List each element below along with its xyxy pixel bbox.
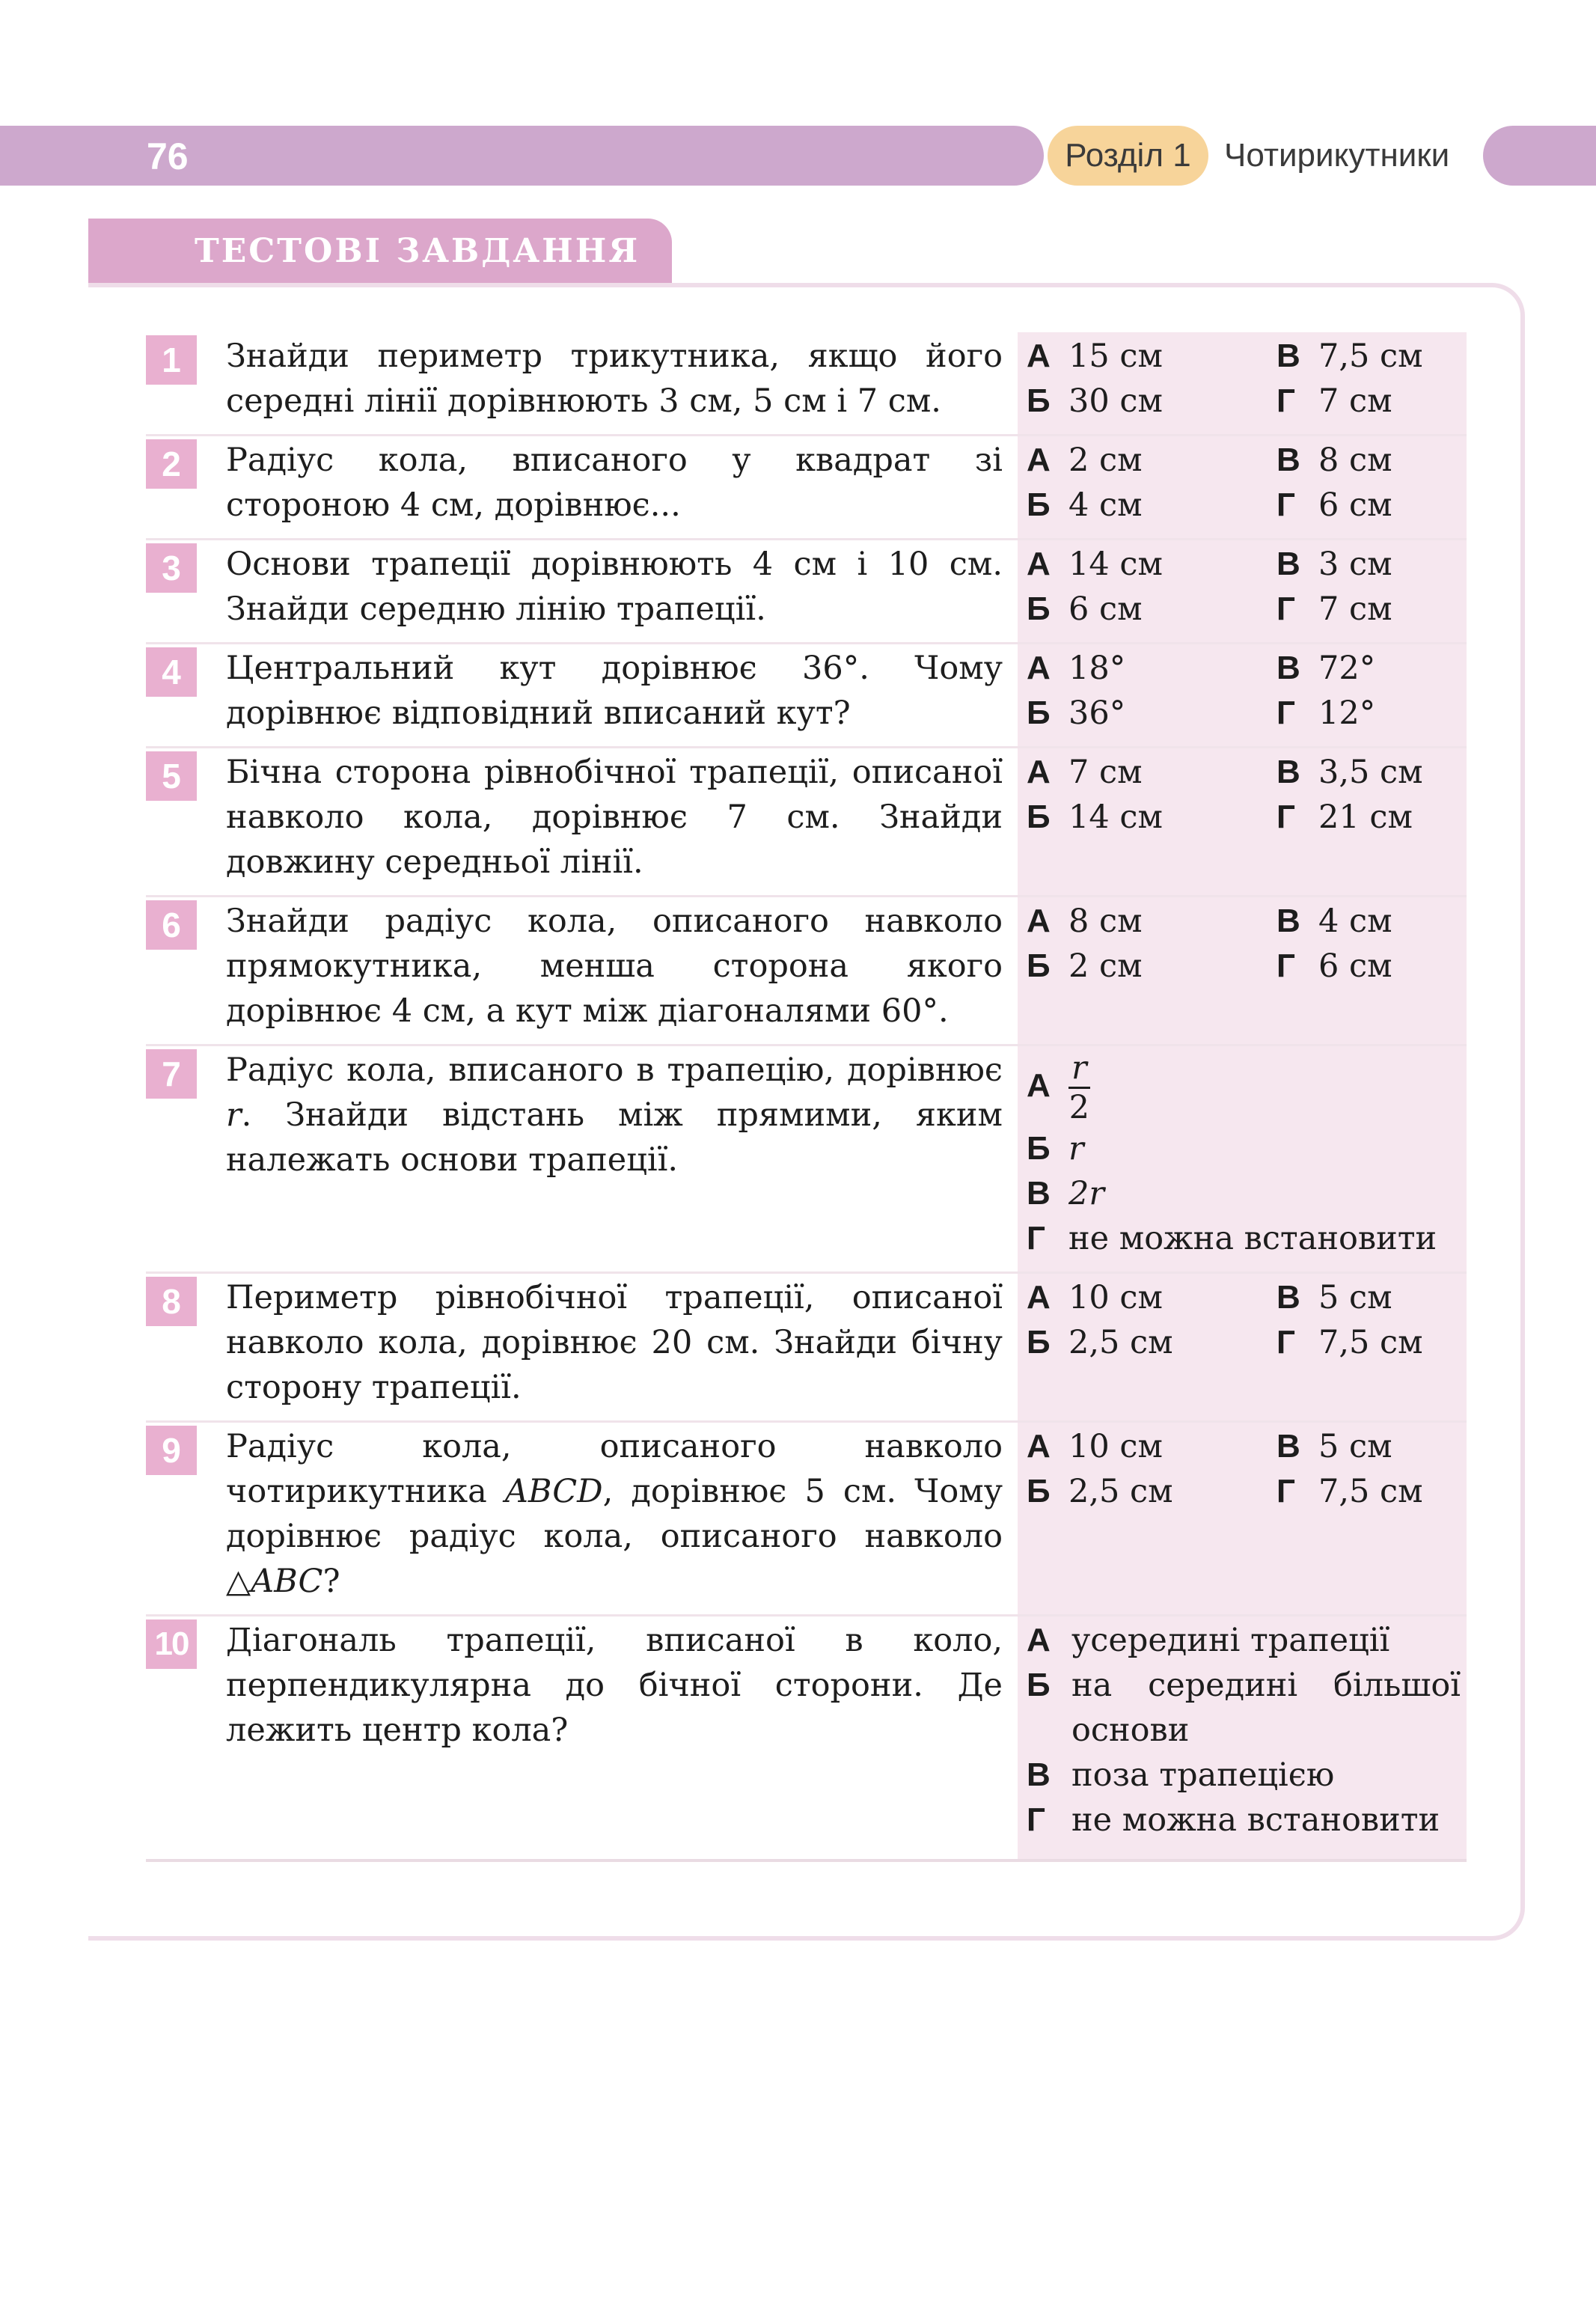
question-cell [146,1423,1018,1614]
quadrilateral-name: ABCD [504,1473,603,1510]
option-letter: Б [1027,1473,1051,1509]
answer-cell [1018,644,1467,746]
option-letter: Б [1027,947,1051,984]
triangle-name: ABC [251,1563,323,1600]
question-part: Радіус кола, вписаного в трапецію, дорівнює [226,1051,1003,1089]
option-b[interactable] [1027,1126,1467,1171]
option-letter: Б [1027,1667,1051,1703]
option-text: r [1068,1130,1084,1167]
option-text: 14 см [1068,799,1163,836]
option-letter: В [1027,1175,1051,1212]
option-a[interactable] [1027,438,1277,483]
question-cell [146,540,1018,642]
option-letter: Б [1027,382,1051,419]
option-text: 7 см [1318,382,1392,420]
task-row-4 [146,644,1467,748]
task-row-2 [146,436,1467,540]
answer-cell [1018,540,1467,642]
option-letter: А [1027,442,1051,478]
option-letter: Б [1027,1130,1051,1167]
option-b[interactable] [1027,483,1277,528]
option-letter: В [1277,546,1300,582]
task-number: 3 [146,543,197,593]
answer-cell [1018,1617,1467,1859]
option-letter: А [1027,754,1051,790]
question-cell [146,436,1018,538]
option-text: не можна встановити [1068,1220,1437,1257]
question-part: . Знайди відстань між прямими, яким належать основи трапеції. [226,1096,1003,1179]
option-g[interactable] [1277,483,1467,528]
option-text: 4 см [1068,486,1143,524]
option-letter: А [1027,650,1051,686]
option-letter: Г [1277,1473,1295,1509]
option-letter: В [1277,1428,1300,1465]
option-g[interactable] [1027,1216,1467,1261]
option-text: 2r [1068,1175,1104,1212]
option-letter: Г [1027,1801,1045,1838]
option-text: 7 см [1318,590,1392,628]
question-part: Радіус кола, описаного навколо чотирикутника [226,1428,1003,1510]
option-letter: В [1277,338,1300,374]
option-letter: А [1027,1279,1051,1316]
option-letter: Г [1277,694,1295,731]
header-band-right [1483,126,1596,186]
task-number: 5 [146,751,197,801]
option-letter: Б [1027,486,1051,523]
option-text: 2,5 см [1068,1324,1173,1361]
question-cell [146,897,1018,1044]
option-text: 30 см [1068,382,1163,420]
option-text: 3 см [1318,546,1392,583]
option-letter: Г [1277,382,1295,419]
option-g[interactable] [1277,587,1467,632]
option-text: 2,5 см [1068,1473,1173,1510]
option-g[interactable] [1277,1320,1467,1365]
question-text: Центральний кут дорівнює 36°. Чому дорівнює відповідний вписаний кут? [226,650,1003,732]
option-b[interactable] [1027,691,1277,736]
chapter-title: Чотирикутники [1224,137,1450,174]
option-text: на середині більшої основи [1071,1667,1461,1749]
variable-r: r [226,1096,242,1134]
task-number: 9 [146,1426,197,1475]
option-text: 21 см [1318,799,1413,836]
option-letter: В [1277,650,1300,686]
option-letter: В [1027,1756,1051,1793]
option-b[interactable] [1027,587,1277,632]
option-b[interactable] [1027,795,1277,840]
question-cell [146,644,1018,746]
answer-cell [1018,1274,1467,1420]
option-a[interactable] [1027,646,1277,691]
option-g[interactable] [1277,379,1467,424]
option-a[interactable] [1027,542,1277,587]
option-letter: В [1277,442,1300,478]
option-text: 2 см [1068,947,1143,985]
option-text: 72° [1318,650,1376,687]
option-v[interactable] [1277,334,1467,379]
option-text: 7,5 см [1318,338,1423,375]
option-v[interactable] [1027,1171,1467,1216]
option-letter: Г [1277,1324,1295,1361]
option-letter: Г [1027,1220,1045,1257]
option-text: поза трапецією [1071,1756,1335,1794]
option-text: 6 см [1318,947,1392,985]
option-a[interactable] [1027,334,1277,379]
answer-cell [1018,1423,1467,1614]
question-text: Периметр рівнобічної трапеції, описаної навколо кола, дорівнює 20 см. Знайди бічну сторону трапеції. [226,1279,1003,1406]
question-part: ? [322,1563,340,1600]
option-letter: А [1027,338,1051,374]
answer-cell [1018,748,1467,895]
option-text: 8 см [1068,903,1143,940]
option-letter: Б [1027,1324,1051,1361]
option-text: 7,5 см [1318,1473,1423,1510]
triangle-symbol: △ [226,1563,251,1600]
option-text: 7 см [1068,754,1143,791]
option-a[interactable] [1027,1424,1277,1469]
option-v[interactable] [1027,1753,1467,1798]
option-text: 10 см [1068,1279,1163,1316]
answer-cell [1018,436,1467,538]
task-row-5 [146,748,1467,897]
answer-cell [1018,897,1467,1044]
page-number: 76 [147,135,189,177]
option-letter: А [1027,1622,1051,1658]
option-letter: Б [1027,799,1051,835]
answer-cell [1018,1046,1467,1271]
task-number: 8 [146,1277,197,1326]
option-v[interactable] [1277,646,1467,691]
option-text: 18° [1068,650,1126,687]
option-letter: А [1027,1066,1051,1104]
option-letter: Б [1027,694,1051,731]
option-a[interactable] [1027,1275,1277,1320]
option-text: 5 см [1318,1428,1392,1465]
fraction-numerator: r [1068,1049,1090,1089]
task-row-8 [146,1274,1467,1423]
option-text: не можна встановити [1071,1801,1440,1839]
option-b[interactable] [1027,379,1277,424]
option-b[interactable] [1027,944,1277,989]
question-cell [146,332,1018,434]
option-text: 15 см [1068,338,1163,375]
option-text: 6 см [1318,486,1392,524]
option-text: 6 см [1068,590,1143,628]
option-letter: А [1027,1428,1051,1465]
task-row-3 [146,540,1467,644]
question-cell [146,748,1018,895]
task-number: 6 [146,900,197,950]
fraction [1068,1049,1090,1126]
question-cell [146,1617,1018,1859]
task-row-7 [146,1046,1467,1274]
option-text: 2 см [1068,442,1143,479]
option-g[interactable] [1277,1469,1467,1514]
task-row-1 [146,332,1467,436]
question-text: Знайди радіус кола, описаного навколо прямокутника, менша сторона якого дорівнює 4 см, а кут між діагоналями 60°. [226,903,1003,1030]
tasks-table [146,332,1467,1862]
option-text: 5 см [1318,1279,1392,1316]
question-text [226,1423,1003,1614]
option-text: 8 см [1318,442,1392,479]
option-g[interactable] [1277,795,1467,840]
option-b[interactable] [1027,1320,1277,1365]
option-a[interactable] [1027,1048,1467,1126]
option-v[interactable] [1277,1275,1467,1320]
question-cell [146,1046,1018,1271]
question-cell [146,1274,1018,1420]
task-row-10 [146,1617,1467,1862]
option-letter: В [1277,1279,1300,1316]
option-g[interactable] [1277,691,1467,736]
option-text: 10 см [1068,1428,1163,1465]
answer-cell [1018,332,1467,434]
option-text: усередині трапеції [1071,1622,1390,1659]
option-text: 7,5 см [1318,1324,1423,1361]
fraction-denominator: 2 [1068,1089,1089,1126]
option-letter: Г [1277,590,1295,627]
question-text: Діагональ трапеції, вписаної в коло, перпендикулярна до бічної сторони. Де лежить центр кола? [226,1622,1003,1749]
option-text: 4 см [1318,903,1392,940]
task-number: 10 [146,1619,197,1669]
option-a[interactable] [1027,750,1277,795]
option-text: 36° [1068,694,1126,732]
option-b[interactable] [1027,1469,1277,1514]
option-a[interactable] [1027,899,1277,944]
option-letter: А [1027,903,1051,939]
option-v[interactable] [1277,750,1467,795]
chapter-label: Розділ 1 [1048,126,1208,186]
option-v[interactable] [1277,1424,1467,1469]
option-letter: Г [1277,799,1295,835]
option-a[interactable] [1027,1618,1467,1663]
task-number: 7 [146,1049,197,1099]
task-number: 4 [146,647,197,697]
option-v[interactable] [1277,438,1467,483]
question-text: Бічна сторона рівнобічної трапеції, описаної навколо кола, дорівнює 7 см. Знайди довжину середньої лінії. [226,754,1003,881]
option-v[interactable] [1277,542,1467,587]
option-letter: Г [1277,947,1295,984]
option-v[interactable] [1277,899,1467,944]
option-b[interactable] [1027,1663,1467,1753]
option-text: 3,5 см [1318,754,1423,791]
task-number: 2 [146,439,197,489]
option-letter: В [1277,903,1300,939]
option-g[interactable] [1027,1798,1467,1843]
option-text: 12° [1318,694,1376,732]
question-text: Основи трапеції дорівнюють 4 см і 10 см. Знайди середню лінію трапеції. [226,546,1003,628]
option-text: 14 см [1068,546,1163,583]
question-text [226,1046,1003,1193]
option-g[interactable] [1277,944,1467,989]
question-text: Знайди периметр трикутника, якщо його середні лінії дорівнюють 3 см, 5 см і 7 см. [226,338,1003,420]
option-letter: Г [1277,486,1295,523]
option-letter: В [1277,754,1300,790]
option-letter: Б [1027,590,1051,627]
section-title: ТЕСТОВІ ЗАВДАННЯ [195,232,640,270]
task-row-9 [146,1423,1467,1617]
task-number: 1 [146,335,197,385]
option-letter: А [1027,546,1051,582]
task-row-6 [146,897,1467,1046]
question-part: , дорівнює 5 см. Чому дорівнює радіус кола, описаного навколо [226,1473,1003,1555]
question-text: Радіус кола, вписаного у квадрат зі стороною 4 см, дорівнює... [226,442,1003,524]
